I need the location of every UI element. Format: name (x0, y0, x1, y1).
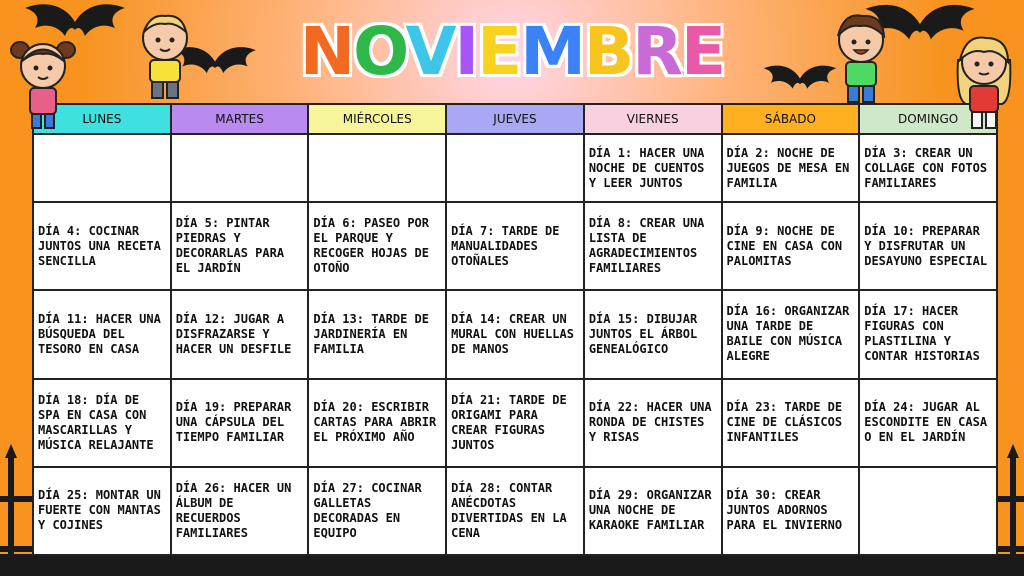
day-cell: DÍA 2: NOCHE DE JUEGOS DE MESA EN FAMILIA (722, 134, 860, 202)
day-cell: DÍA 19: PREPARAR UNA CÁPSULA DEL TIEMPO FAMILIAR (171, 379, 309, 467)
day-cell: DÍA 23: TARDE DE CINE DE CLÁSICOS INFANTILES (722, 379, 860, 467)
day-cell: DÍA 27: COCINAR GALLETAS DECORADAS EN EQUIPO (308, 467, 446, 555)
day-cell: DÍA 16: ORGANIZAR UNA TARDE DE BAILE CON MÚSICA ALEGRE (722, 290, 860, 378)
title-letter: R (632, 13, 682, 90)
calendar-body (33, 134, 997, 555)
day-cell: DÍA 8: CREAR UNA LISTA DE AGRADECIMIENTOS FAMILIARES (584, 202, 722, 290)
day-header: JUEVES (446, 104, 584, 134)
empty-day-cell (308, 134, 446, 202)
week-row (33, 290, 997, 378)
week-row (33, 379, 997, 467)
boy-character-icon (130, 10, 200, 102)
day-cell: DÍA 11: HACER UNA BÚSQUEDA DEL TESORO EN CASA (33, 290, 171, 378)
day-cell: DÍA 1: HACER UNA NOCHE DE CUENTOS Y LEER JUNTOS (584, 134, 722, 202)
day-cell: DÍA 20: ESCRIBIR CARTAS PARA ABRIR EL PRÓXIMO AÑO (308, 379, 446, 467)
girl-character-icon (8, 32, 78, 132)
title-letter: E (477, 13, 521, 90)
day-cell: DÍA 4: COCINAR JUNTOS UNA RECETA SENCILLA (33, 202, 171, 290)
day-header: MIÉRCOLES (308, 104, 446, 134)
day-cell: DÍA 3: CREAR UN COLLAGE CON FOTOS FAMILIARES (859, 134, 997, 202)
title-letter: O (353, 13, 406, 90)
title-letter: I (454, 13, 478, 90)
calendar-table (32, 103, 998, 556)
day-cell: DÍA 24: JUGAR AL ESCONDITE EN CASA O EN EL JARDÍN (859, 379, 997, 467)
girl-character-icon (948, 30, 1020, 134)
day-cell: DÍA 5: PINTAR PIEDRAS Y DECORARLAS PARA EL JARDÍN (171, 202, 309, 290)
empty-day-cell (171, 134, 309, 202)
week-row (33, 134, 997, 202)
week-row (33, 467, 997, 555)
empty-day-cell (33, 134, 171, 202)
day-cell: DÍA 7: TARDE DE MANUALIDADES OTOÑALES (446, 202, 584, 290)
title-letter: E (681, 13, 725, 90)
ground (0, 554, 1024, 576)
boy-character-icon (826, 10, 896, 108)
empty-day-cell (446, 134, 584, 202)
day-header: LUNES (33, 104, 171, 134)
day-cell: DÍA 29: ORGANIZAR UNA NOCHE DE KARAOKE FAMILIAR (584, 467, 722, 555)
day-cell: DÍA 28: CONTAR ANÉCDOTAS DIVERTIDAS EN LA CENA (446, 467, 584, 555)
day-cell: DÍA 26: HACER UN ÁLBUM DE RECUERDOS FAMILIARES (171, 467, 309, 555)
day-header: DOMINGO (859, 104, 997, 134)
day-header: MARTES (171, 104, 309, 134)
day-header: SÁBADO (722, 104, 860, 134)
day-cell: DÍA 10: PREPARAR Y DISFRUTAR UN DESAYUNO ESPECIAL (859, 202, 997, 290)
week-row (33, 202, 997, 290)
day-cell: DÍA 30: CREAR JUNTOS ADORNOS PARA EL INVIERNO (722, 467, 860, 555)
title-letter: V (405, 13, 455, 90)
day-header: VIERNES (584, 104, 722, 134)
day-cell: DÍA 13: TARDE DE JARDINERÍA EN FAMILIA (308, 290, 446, 378)
day-cell: DÍA 21: TARDE DE ORIGAMI PARA CREAR FIGURAS JUNTOS (446, 379, 584, 467)
day-cell: DÍA 9: NOCHE DE CINE EN CASA CON PALOMITAS (722, 202, 860, 290)
title-letter: N (299, 13, 354, 90)
calendar-header-row (33, 104, 997, 134)
day-cell: DÍA 22: HACER UNA RONDA DE CHISTES Y RISAS (584, 379, 722, 467)
day-cell: DÍA 25: MONTAR UN FUERTE CON MANTAS Y COJINES (33, 467, 171, 555)
empty-day-cell (859, 467, 997, 555)
day-cell: DÍA 17: HACER FIGURAS CON PLASTILINA Y CONTAR HISTORIAS (859, 290, 997, 378)
title-letter: B (583, 13, 633, 90)
day-cell: DÍA 14: CREAR UN MURAL CON HUELLAS DE MANOS (446, 290, 584, 378)
title-letter: M (520, 13, 584, 90)
day-cell: DÍA 12: JUGAR A DISFRAZARSE Y HACER UN DESFILE (171, 290, 309, 378)
day-cell: DÍA 15: DIBUJAR JUNTOS EL ÁRBOL GENEALÓGICO (584, 290, 722, 378)
day-cell: DÍA 18: DÍA DE SPA EN CASA CON MASCARILLAS Y MÚSICA RELAJANTE (33, 379, 171, 467)
day-cell: DÍA 6: PASEO POR EL PARQUE Y RECOGER HOJAS DE OTOÑO (308, 202, 446, 290)
